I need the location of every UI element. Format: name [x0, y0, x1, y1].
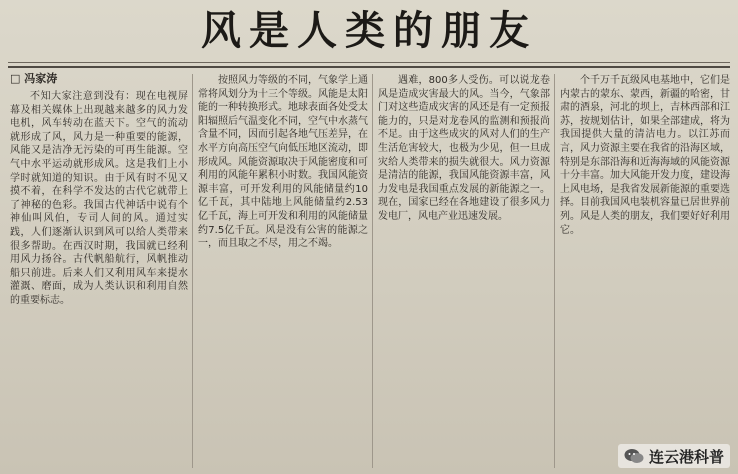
divider	[8, 66, 730, 68]
wechat-icon	[624, 448, 644, 464]
article-column-1	[10, 90, 188, 470]
watermark-text: 连云港科普	[648, 447, 724, 466]
column-text: 按照风力等级的不同，气象学上通常将风划分为十三个等级。风能是太阳能的一种转换形式。地球表面各处受太阳辐照后气温变化不同，空气中水蒸气含量不同，因而引起各地气压差异，在水平方向高压空气向低压地区流动，即形成风。风能资源取决于风能密度和可利用的风能年累积小时数。我国风能资源丰富，可开发利用的风能储量约10亿千瓦，其中陆地上风能储量约2.53亿千瓦，海上可开发和利用的风能储量约7.5亿千瓦。风是没有公害的能源之一，而且取之不尽，用之不竭。	[198, 75, 368, 250]
article-column-2	[198, 74, 368, 470]
wechat-watermark	[618, 444, 730, 468]
byline: □ 冯家涛	[10, 72, 58, 85]
column-text: 遇难，800多人受伤。可以说龙卷风是造成灾害最大的风。当今，气象部门对这些造成灾害的风还是有一定预报能力的，只是对龙卷风的监测和预报尚不足。由于这些成灾的风对人们的生产生活危害较大，也极为少见，但一旦成灾给人类带来的损失就很大。风力资源是清洁的能源，我国风能资源丰富，风力发电是我国重点发展的新能源之一。现在，国家已经在各地建设了很多风力发电厂，风电产业迅速发展。	[378, 75, 550, 222]
column-text: 个千万千瓦级风电基地中，它们是内蒙古的蒙东、蒙西，新疆的哈密，甘肃的酒泉，河北的坝上，吉林西部和江苏，按规划估计，如果全部建成，将为我国提供大量的清洁电力。以江苏而言，风力资源主要在我省的沿海区域，特别是东部沿海和近海海域的风能资源十分丰富。加大风能开发力度，建设海上风电场，是我省发展新能源的重要选择。目前我国风电装机容量已居世界前列。风是人类的朋友，我们要好好利用它。	[560, 75, 730, 236]
column-divider	[192, 74, 193, 468]
article-title: 风是人类的朋友	[201, 7, 537, 54]
article-column-4	[560, 74, 730, 470]
column-text: 不知大家注意到没有：现在电视屏幕及相关媒体上出现越来越多的风力发电机，风车转动在蓝天下。空气的流动就形成了风，风力是一种重要的能源，风能又是洁净无污染的可再生能源。空气中水平运动就形成风。这是我们上小学时就知道的知识。由于风有时不见又摸不着，在科学不发达的古代它就带上了神秘的色彩。我国古代神话中说有个神仙叫风伯，专司人间的风。通过实践，人们逐渐认识到风可以给人类带来很多帮助。在西汉时期，我国就已经利用风力扬谷。古代帆船航行，风帆推动船只前进。后来人们又利用风车来提水灌溉、磨面，成为人类认识和利用自然的重要标志。	[10, 91, 188, 306]
column-divider	[554, 74, 555, 468]
divider	[8, 62, 730, 63]
article-column-3	[378, 74, 550, 470]
column-divider	[372, 74, 373, 468]
